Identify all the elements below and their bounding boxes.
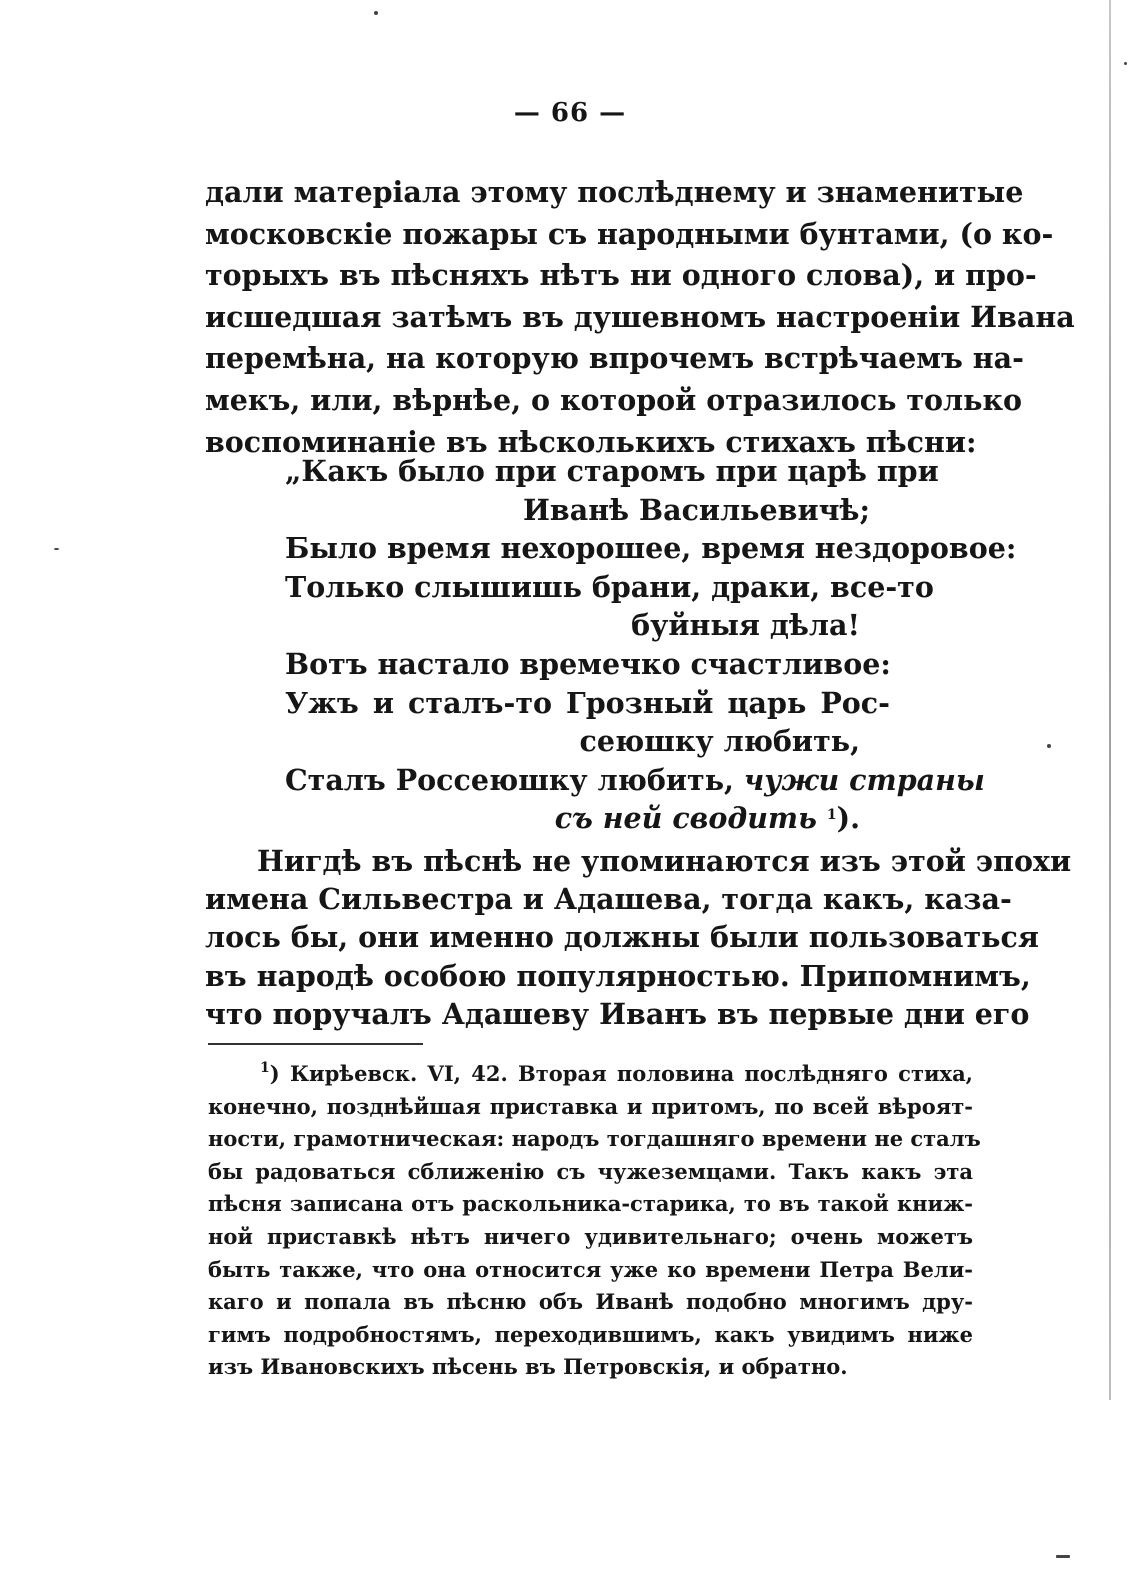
footnote-line: бы радоваться сближенію съ чужеземцами. Такъ какъ эта [208, 1158, 973, 1184]
text-line: перемѣна, на которую впрочемъ встрѣчаемъ на- [205, 341, 1024, 376]
text-line: воспоминаніе въ нѣсколькихъ стихахъ пѣсни: [205, 424, 977, 459]
verse-line: Ужъ и сталъ-то Грозный царь Рос- [285, 685, 890, 720]
text-line: въ народѣ особою популярностью. Припомнимъ, [205, 958, 1031, 993]
footnote-separator [208, 1043, 423, 1045]
text-line: Нигдѣ въ пѣснѣ не упоминаются изъ этой эпохи [257, 844, 1072, 878]
verse-line: Только слышишь брани, драки, все-то [285, 569, 934, 604]
footnote-line: гимъ подробностямъ, переходившимъ, какъ увидимъ ниже [208, 1321, 973, 1347]
footnote-marker: 1 [260, 1060, 270, 1076]
scan-speck [1124, 62, 1127, 65]
scan-speck [54, 548, 59, 550]
footnote-line [208, 1058, 973, 1091]
song-quotation [285, 452, 1017, 838]
footnote-line: ности, грамотническая: народъ тогдашняго времени не сталъ [208, 1126, 981, 1152]
footnote-reference: 1 [826, 807, 837, 824]
text-line: торыхъ въ пѣсняхъ нѣтъ ни одного слова), и про- [205, 258, 1037, 293]
footnote-line: изъ Ивановскихъ пѣсень въ Петровскія, и обратно. [208, 1354, 848, 1380]
verse-text-italic: чужи страны [743, 762, 985, 797]
scan-speck [1047, 744, 1051, 748]
verse-line: буйныя дѣла! [631, 608, 860, 643]
scan-speck [1056, 1555, 1070, 1558]
page-edge-shadow [1109, 0, 1111, 1400]
footnote-line: пѣсня записана отъ раскольника-старика, то въ такой книж- [208, 1191, 973, 1217]
verse-line: сеюшку любить, [579, 724, 860, 759]
footnote-text: ) Кирѣевск. VI, 42. Вторая половина послѣдняго стиха, [269, 1061, 973, 1086]
verse-text-italic: съ ней сводить [554, 801, 817, 836]
text-line: лось бы, они именно должны были пользоваться [205, 920, 1039, 955]
text-line: что поручалъ Адашеву Иванъ въ первые дни его [205, 996, 1030, 1031]
paragraph-1 [205, 172, 1075, 463]
verse-text: ). [836, 801, 860, 836]
text-line: дали матеріала этому послѣднему и знаменитые [205, 175, 1024, 209]
text-line: имена Сильвестра и Адашева, тогда какъ, каза- [205, 882, 1012, 917]
page-number: — 66 — [513, 98, 627, 128]
verse-line [285, 799, 890, 838]
footnote-line: быть также, что она относится уже ко времени Петра Вели- [208, 1256, 973, 1282]
verse-line: Вотъ настало времечко счастливое: [285, 646, 891, 681]
verse-text: Сталъ Россеюшку любить, [285, 762, 734, 797]
text-line: московскіе пожары съ народными бунтами, (о ко- [205, 216, 1054, 251]
text-line: исшедшая затѣмъ въ душевномъ настроеніи Ивана [205, 299, 1075, 334]
footnote-line: ной приставкѣ нѣтъ ничего удивительнаго; очень можетъ [208, 1223, 973, 1249]
footnote [208, 1058, 981, 1384]
text-line: мекъ, или, вѣрнѣе, о которой отразилось только [205, 382, 1023, 417]
paragraph-2 [205, 842, 1072, 1033]
footnote-line: каго и попала въ пѣсню объ Иванѣ подобно многимъ дру- [208, 1289, 973, 1315]
footnote-line: конечно, позднѣйшая приставка и притомъ, по всей вѣроят- [208, 1093, 973, 1119]
verse-line: „Какъ было при старомъ при царѣ при [285, 454, 939, 488]
verse-line: Иванѣ Васильевичѣ; [523, 492, 870, 527]
verse-line [285, 761, 985, 800]
verse-line: Было время нехорошее, время нездоровое: [285, 531, 1017, 566]
scan-speck [374, 11, 378, 15]
